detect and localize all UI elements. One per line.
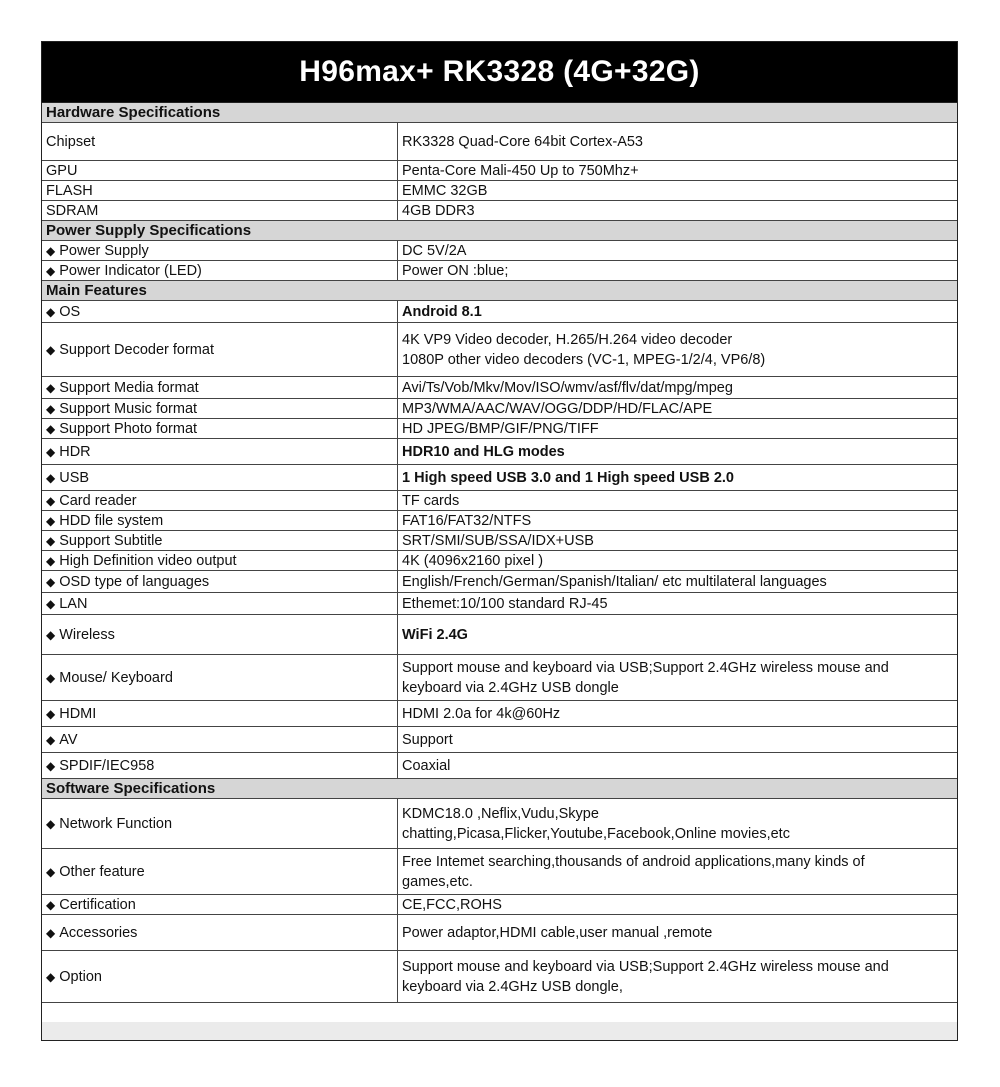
- diamond-bullet-icon: ◆: [46, 533, 56, 548]
- spec-label: [42, 201, 398, 220]
- spec-row: [42, 161, 957, 181]
- spec-value-line: Support mouse and keyboard via USB;Support 2.4GHz wireless mouse and: [402, 958, 889, 975]
- spec-label-text: SDRAM: [46, 202, 99, 219]
- spec-row: [42, 201, 957, 221]
- spec-sheet: [41, 41, 958, 1041]
- spec-label: [42, 655, 398, 700]
- spec-value: [398, 799, 957, 848]
- spec-label: [42, 181, 398, 200]
- spec-value-line: TF cards: [402, 492, 460, 509]
- section-header: Software Specifications: [42, 779, 957, 799]
- spec-label-text: Support Media format: [59, 379, 199, 396]
- spec-row: [42, 753, 957, 779]
- spec-row: [42, 377, 957, 399]
- spec-value-line: SRT/SMI/SUB/SSA/IDX+USB: [402, 532, 594, 549]
- spec-value: [398, 531, 957, 550]
- spec-row: [42, 491, 957, 511]
- spec-label-text: HDMI: [59, 705, 97, 722]
- diamond-bullet-icon: ◆: [46, 627, 56, 642]
- spec-label: [42, 123, 398, 160]
- spec-value-line: keyboard via 2.4GHz USB dongle,: [402, 978, 623, 995]
- spec-label-text: SPDIF/IEC958: [59, 757, 155, 774]
- spec-value-line: HD JPEG/BMP/GIF/PNG/TIFF: [402, 420, 599, 437]
- spec-value-line: EMMC 32GB: [402, 182, 488, 199]
- spec-row: [42, 399, 957, 419]
- spec-value: [398, 439, 957, 464]
- spec-value-line: 4GB DDR3: [402, 202, 475, 219]
- spec-label-text: Support Music format: [59, 400, 198, 417]
- spec-label-text: Accessories: [59, 924, 138, 941]
- spec-label: [42, 511, 398, 530]
- spec-row: [42, 181, 957, 201]
- spec-value: [398, 655, 957, 700]
- spec-value-line: HDR10 and HLG modes: [402, 443, 565, 460]
- spec-row: [42, 655, 957, 701]
- spec-label: [42, 465, 398, 490]
- spec-value: [398, 593, 957, 614]
- spec-value: [398, 951, 957, 1002]
- spec-value-line: DC 5V/2A: [402, 242, 467, 259]
- diamond-bullet-icon: ◆: [46, 342, 56, 357]
- spec-value-line: 1080P other video decoders (VC-1, MPEG-1/2/4, VP6/8): [402, 351, 766, 368]
- spec-label: [42, 799, 398, 848]
- spec-value-line: Power adaptor,HDMI cable,user manual ,remote: [402, 924, 713, 941]
- spec-label-text: Other feature: [59, 863, 145, 880]
- spec-row: [42, 951, 957, 1003]
- spec-value-line: CE,FCC,ROHS: [402, 896, 502, 913]
- spec-label-text: Chipset: [46, 133, 96, 150]
- diamond-bullet-icon: ◆: [46, 574, 56, 589]
- spec-label: [42, 571, 398, 592]
- spec-label: [42, 161, 398, 180]
- spec-value: [398, 895, 957, 914]
- spec-row: [42, 439, 957, 465]
- spec-value-line: keyboard via 2.4GHz USB dongle: [402, 679, 619, 696]
- spec-label-text: LAN: [59, 595, 88, 612]
- spec-value: [398, 123, 957, 160]
- spec-row: [42, 301, 957, 323]
- spec-value: [398, 161, 957, 180]
- spec-row: [42, 799, 957, 849]
- diamond-bullet-icon: ◆: [46, 553, 56, 568]
- spec-value-line: RK3328 Quad-Core 64bit Cortex-A53: [402, 133, 643, 150]
- diamond-bullet-icon: ◆: [46, 263, 56, 278]
- spec-label-text: Wireless: [59, 626, 115, 643]
- spec-label: [42, 261, 398, 280]
- diamond-bullet-icon: ◆: [46, 243, 56, 258]
- spec-label: [42, 419, 398, 438]
- spec-row: [42, 323, 957, 377]
- spec-value: [398, 465, 957, 490]
- spec-row: [42, 701, 957, 727]
- diamond-bullet-icon: ◆: [46, 864, 56, 879]
- diamond-bullet-icon: ◆: [46, 401, 56, 416]
- spec-label: [42, 727, 398, 752]
- spec-value-line: Android 8.1: [402, 303, 482, 320]
- spec-value-line: chatting,Picasa,Flicker,Youtube,Facebook,Online movies,etc: [402, 825, 790, 842]
- spec-value: [398, 323, 957, 376]
- spec-label: [42, 551, 398, 570]
- spec-label-text: High Definition video output: [59, 552, 237, 569]
- spec-label-text: USB: [59, 469, 90, 486]
- diamond-bullet-icon: ◆: [46, 670, 56, 685]
- diamond-bullet-icon: ◆: [46, 380, 56, 395]
- diamond-bullet-icon: ◆: [46, 444, 56, 459]
- spec-value-line: Free Intemet searching,thousands of android applications,many kinds of: [402, 853, 865, 870]
- spec-label-text: Card reader: [59, 492, 137, 509]
- spec-value-line: 1 High speed USB 3.0 and 1 High speed USB 2.0: [402, 469, 734, 486]
- spec-value-line: Avi/Ts/Vob/Mkv/Mov/ISO/wmv/asf/flv/dat/mpg/mpeg: [402, 379, 733, 396]
- diamond-bullet-icon: ◆: [46, 470, 56, 485]
- diamond-bullet-icon: ◆: [46, 897, 56, 912]
- spec-row: [42, 615, 957, 655]
- spec-label-text: HDD file system: [59, 512, 164, 529]
- spec-label-text: OS: [59, 303, 81, 320]
- spec-label-text: Option: [59, 968, 102, 985]
- spec-value-line: MP3/WMA/AAC/WAV/OGG/DDP/HD/FLAC/APE: [402, 400, 713, 417]
- spec-value: [398, 701, 957, 726]
- spec-value-line: Support: [402, 731, 453, 748]
- spec-row: [42, 465, 957, 491]
- spec-row: [42, 593, 957, 615]
- spec-value-line: Ethemet:10/100 standard RJ-45: [402, 595, 608, 612]
- spec-label: [42, 301, 398, 322]
- spec-value: [398, 201, 957, 220]
- section-header: Power Supply Specifications: [42, 221, 957, 241]
- spec-value: [398, 261, 957, 280]
- spec-value-line: 4K VP9 Video decoder, H.265/H.264 video decoder: [402, 331, 733, 348]
- spec-label-text: Network Function: [59, 815, 173, 832]
- spec-label-text: Mouse/ Keyboard: [59, 669, 173, 686]
- spec-row: [42, 531, 957, 551]
- spec-value: [398, 849, 957, 894]
- spec-label-text: Support Photo format: [59, 420, 198, 437]
- spec-label: [42, 491, 398, 510]
- spec-row: [42, 123, 957, 161]
- page-title: H96max+ RK3328 (4G+32G): [42, 42, 957, 103]
- section-header: Main Features: [42, 281, 957, 301]
- spec-row: [42, 241, 957, 261]
- spec-label: [42, 531, 398, 550]
- spec-row: [42, 419, 957, 439]
- spec-value: [398, 181, 957, 200]
- spec-label-text: Certification: [59, 896, 136, 913]
- spec-value: [398, 301, 957, 322]
- spec-label: [42, 323, 398, 376]
- spec-row: [42, 551, 957, 571]
- spec-label: [42, 753, 398, 778]
- spec-value-line: WiFi 2.4G: [402, 626, 468, 643]
- spec-label: [42, 849, 398, 894]
- diamond-bullet-icon: ◆: [46, 969, 56, 984]
- spec-value-line: English/French/German/Spanish/Italian/ etc multilateral languages: [402, 573, 827, 590]
- spec-label: [42, 951, 398, 1002]
- spec-label-text: OSD type of languages: [59, 573, 210, 590]
- spec-value: [398, 377, 957, 398]
- diamond-bullet-icon: ◆: [46, 493, 56, 508]
- spec-value-line: games,etc.: [402, 873, 473, 890]
- diamond-bullet-icon: ◆: [46, 758, 56, 773]
- spec-value-line: KDMC18.0 ,Neflix,Vudu,Skype: [402, 805, 599, 822]
- spec-label: [42, 399, 398, 418]
- diamond-bullet-icon: ◆: [46, 513, 56, 528]
- spec-row: [42, 915, 957, 951]
- spec-label: [42, 439, 398, 464]
- spec-label-text: Support Decoder format: [59, 341, 214, 358]
- spec-value: [398, 419, 957, 438]
- footer-band: [42, 1022, 957, 1040]
- spec-row: [42, 511, 957, 531]
- spec-value-line: Power ON :blue;: [402, 262, 509, 279]
- spec-row: [42, 571, 957, 593]
- spec-row: [42, 895, 957, 915]
- spec-row: [42, 727, 957, 753]
- diamond-bullet-icon: ◆: [46, 421, 56, 436]
- diamond-bullet-icon: ◆: [46, 706, 56, 721]
- spec-table: [42, 103, 957, 1022]
- spec-label-text: HDR: [59, 443, 91, 460]
- spec-label-text: AV: [59, 731, 78, 748]
- spec-label-text: FLASH: [46, 182, 93, 199]
- diamond-bullet-icon: ◆: [46, 732, 56, 747]
- spec-value: [398, 753, 957, 778]
- spec-value: [398, 241, 957, 260]
- spec-label-text: Power Indicator (LED): [59, 262, 202, 279]
- spec-value-line: FAT16/FAT32/NTFS: [402, 512, 532, 529]
- spec-value: [398, 399, 957, 418]
- spec-label: [42, 377, 398, 398]
- spec-value-line: Coaxial: [402, 757, 451, 774]
- spec-value: [398, 727, 957, 752]
- spec-label: [42, 895, 398, 914]
- spec-value: [398, 511, 957, 530]
- spec-label: [42, 593, 398, 614]
- diamond-bullet-icon: ◆: [46, 925, 56, 940]
- spec-value: [398, 571, 957, 592]
- spec-label: [42, 915, 398, 950]
- spec-value-line: 4K (4096x2160 pixel ): [402, 552, 544, 569]
- spec-label: [42, 615, 398, 654]
- diamond-bullet-icon: ◆: [46, 596, 56, 611]
- spec-value-line: HDMI 2.0a for 4k@60Hz: [402, 705, 561, 722]
- spec-label-text: GPU: [46, 162, 78, 179]
- spec-value-line: Support mouse and keyboard via USB;Support 2.4GHz wireless mouse and: [402, 659, 889, 676]
- spec-value-line: Penta-Core Mali-450 Up to 750Mhz+: [402, 162, 639, 179]
- spec-label: [42, 701, 398, 726]
- spec-label-text: Support Subtitle: [59, 532, 163, 549]
- spec-value: [398, 491, 957, 510]
- spec-row: [42, 261, 957, 281]
- spec-label-text: Power Supply: [59, 242, 149, 259]
- diamond-bullet-icon: ◆: [46, 816, 56, 831]
- spec-row: [42, 849, 957, 895]
- section-header: Hardware Specifications: [42, 103, 957, 123]
- spec-value: [398, 551, 957, 570]
- diamond-bullet-icon: ◆: [46, 304, 56, 319]
- spec-value: [398, 915, 957, 950]
- spec-label: [42, 241, 398, 260]
- spec-value: [398, 615, 957, 654]
